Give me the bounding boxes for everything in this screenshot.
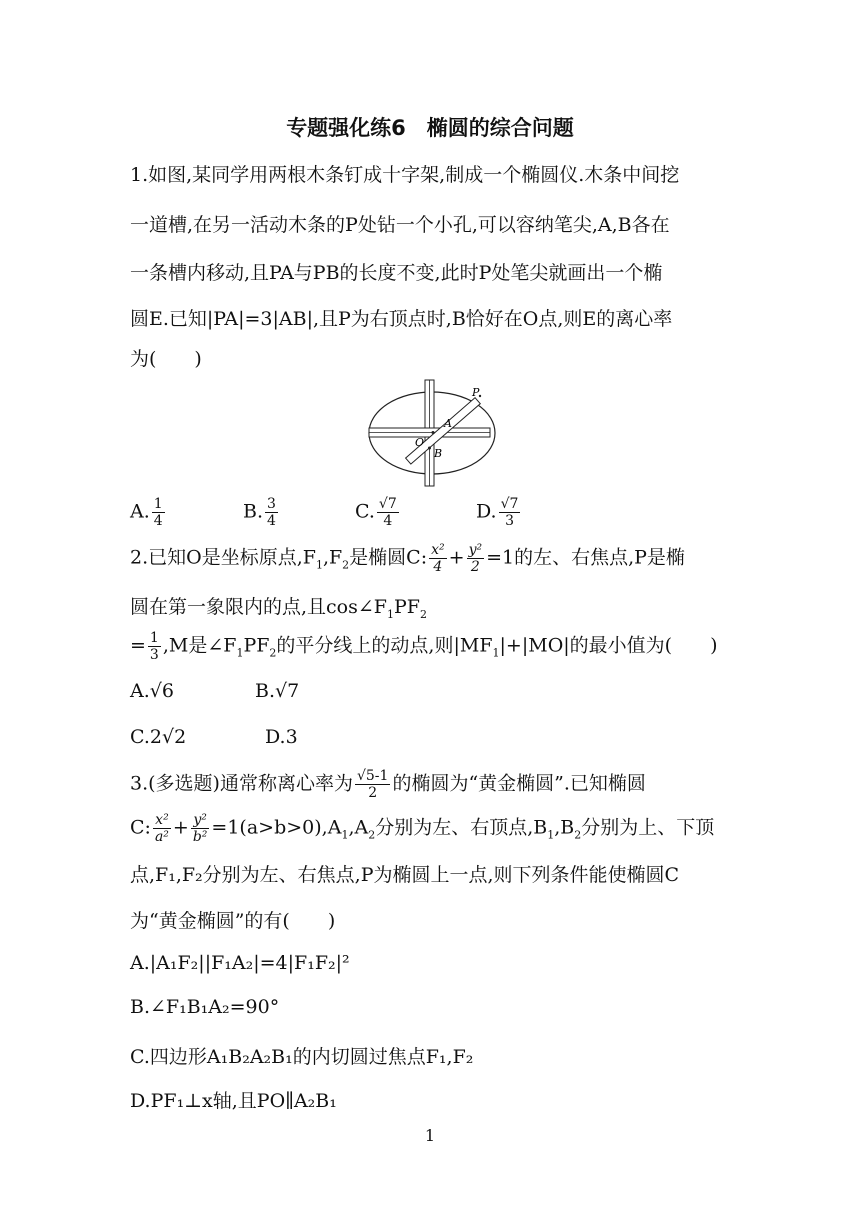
q1-line-4: 圆E.已知|PA|=3|AB|,且P为右顶点时,B恰好在O点,则E的离心率 (130, 308, 673, 330)
q1-option-c: C. $\frac{√7}{4}$ (355, 496, 397, 529)
q2-option-a: A.√6 (130, 680, 174, 702)
q2-line-3: = $\frac{1}{3}$ ,M是$\angle F_1PF_2$的平分线上的动点,则$|MF_1|+|MO|$的最小值为( ) (130, 630, 718, 663)
q2-line-1: 2.已知O是坐标原点$,F_1,F_2$是椭圆C: $\frac{\text{x²}}{4}$ + $\frac{\text{y²}}{2}$ =1的左、右焦点,P是椭 (130, 542, 685, 575)
q1-option-d: D. $\frac{√7}{3}$ (476, 496, 519, 529)
q3-line-3: 点,F₁,F₂分别为左、右焦点,P为椭圆上一点,则下列条件能使椭圆C (130, 864, 680, 886)
q1-line-2: 一道槽,在另一活动木条的P处钻一个小孔,可以容纳笔尖,A,B各在 (130, 214, 670, 236)
q1-line-1: 1.如图,某同学用两根木条钉成十字架,制成一个椭圆仪.木条中间挖 (130, 164, 680, 186)
label-O: O (415, 436, 425, 449)
q2-option-c: C.2√2 (130, 726, 187, 748)
q2-line-2: 圆在第一象限内的点,且$\cos\angle F_1PF_2$ (130, 596, 427, 621)
page-number: 1 (424, 1126, 436, 1145)
q3-option-c: C.四边形A₁B₂A₂B₁的内切圆过焦点F₁,F₂ (130, 1046, 474, 1068)
ellipsograph-figure (362, 378, 502, 488)
page-title: 专题强化练6 椭圆的综合问题 (286, 116, 574, 140)
q3-line-2: C: $\frac{\text{x²}}{\text{a²}}$ + $\frac{\text{y²}}{\text{b²}}$ $=1(a>b>0),A_1,A_2$分别为左、右顶点$,B_1,B_2$分别为上、下顶 (130, 812, 715, 845)
q1-option-a: A. $\frac{1}{4}$ (130, 496, 163, 529)
q2-option-d: D.3 (265, 726, 298, 748)
q3-line-4: 为“黄金椭圆”的有( ) (130, 910, 336, 932)
q3-option-d: D.PF₁⊥x轴,且PO∥A₂B₁ (130, 1090, 337, 1112)
q1-line-5: 为( ) (130, 348, 202, 370)
q3-option-b: B.∠F₁B₁A₂=90° (130, 996, 280, 1018)
label-B: B (434, 447, 443, 460)
q2-option-b: B.√7 (255, 680, 300, 702)
q3-line-1: 3.(多选题)通常称离心率为 $\frac{√5-1}{2}$ 的椭圆为“黄金椭圆”.已知椭圆 (130, 768, 646, 801)
q1-option-b: B. $\frac{3}{4}$ (243, 496, 276, 529)
q3-option-a: A.|A₁F₂||F₁A₂|=4|F₁F₂|² (130, 952, 350, 974)
label-A: A (444, 417, 452, 430)
q1-line-3: 一条槽内移动,且PA与PB的长度不变,此时P处笔尖就画出一个椭 (130, 262, 663, 284)
label-P: P (472, 386, 480, 399)
